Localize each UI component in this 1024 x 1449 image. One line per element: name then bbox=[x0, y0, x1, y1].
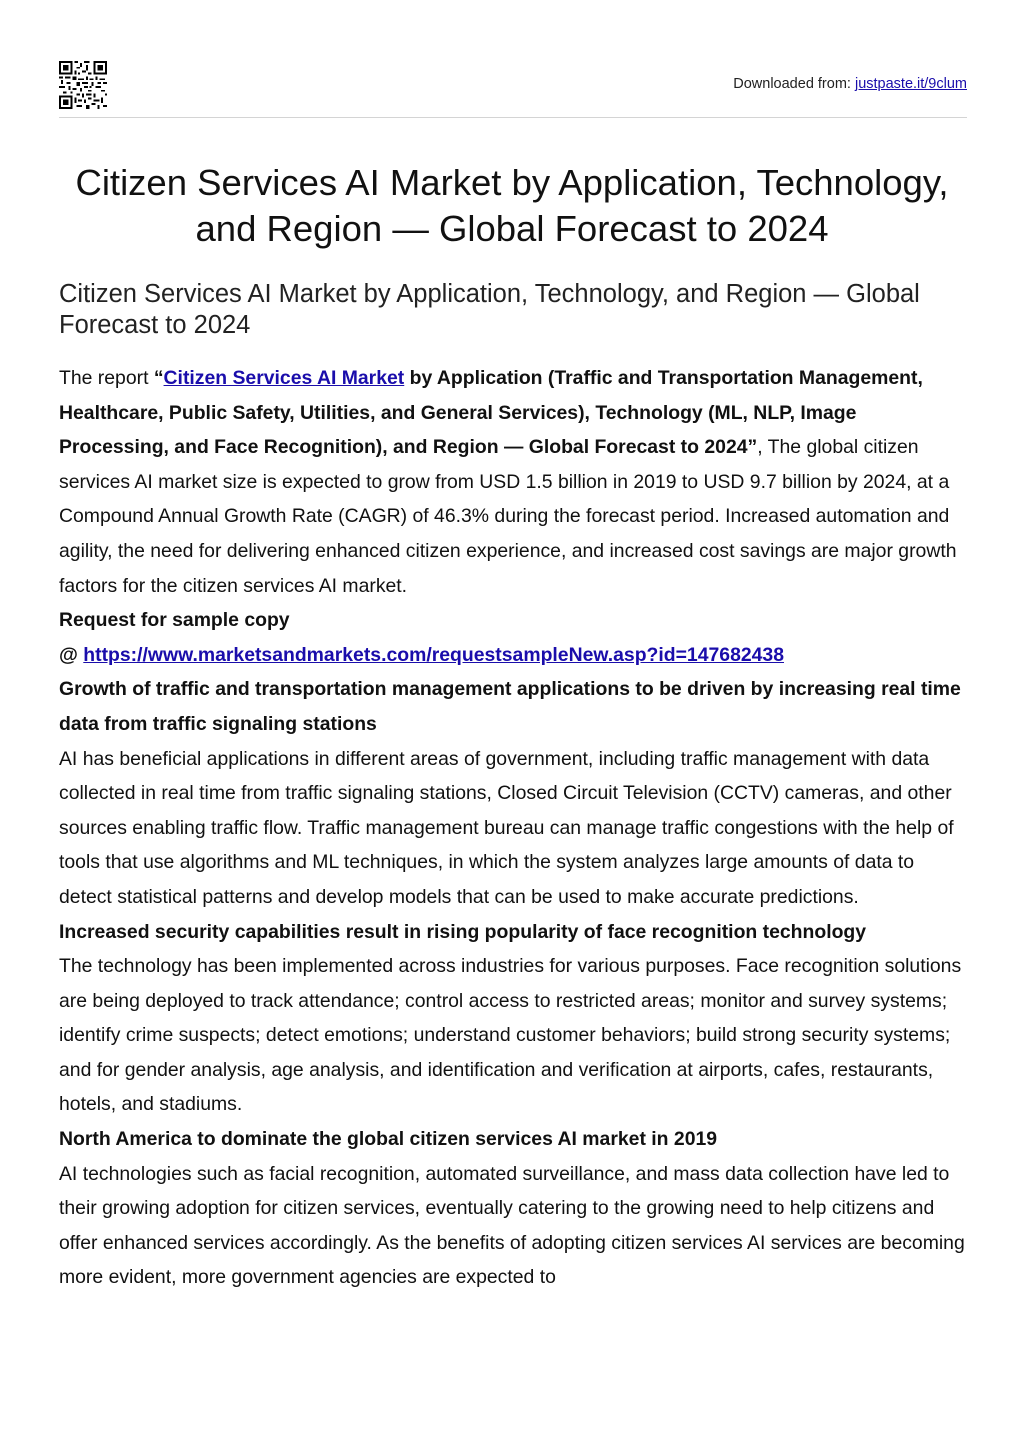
page-subtitle: Citizen Services AI Market by Application, Technology, and Region — Global Forecast to 2024 bbox=[59, 280, 920, 339]
sample-at: @ bbox=[59, 643, 84, 666]
section-paragraph: The technology has been implemented across industries for various purposes. Face recognition solutions are being deployed to track attendance; control access to restricted areas; monitor and survey systems; identify crime suspects; detect emotions; understand customer behaviors; build strong security systems; and for gender analysis, age analysis, and identification and verification at airports, cafes, restaurants, hotels, and stadiums. bbox=[59, 955, 962, 1116]
section-heading bbox=[59, 672, 971, 741]
section-heading bbox=[59, 1122, 971, 1157]
downloaded-from bbox=[733, 76, 967, 92]
section-paragraph: AI has beneficial applications in different areas of government, including traffic management with data collected in real time from traffic signaling stations, Closed Circuit Television (CCTV) cameras, and other sources enabling traffic flow. Traffic management bureau can manage traffic congestions with the help of tools that use algorithms and ML techniques, in which the system analyzes large amounts of data to detect statistical patterns and develop models that can be used to make accurate predictions. bbox=[59, 747, 954, 908]
section-heading-text: Growth of traffic and transportation management applications to be driven by increasing real time data from traffic signaling stations bbox=[59, 678, 961, 735]
article-body bbox=[59, 361, 971, 1295]
source-link[interactable]: justpaste.it/9clum bbox=[854, 76, 967, 92]
intro-paragraph bbox=[59, 361, 971, 603]
sample-label-text: Request for sample copy bbox=[59, 609, 290, 632]
section-heading bbox=[59, 915, 971, 950]
intro-text: , The global citizen services AI market size is expected to grow from USD 1.5 billion in 2019 to USD 9.7 billion by 2024, at a Compound Annual Growth Rate (CAGR) of 46.3% during the forecast period. Increased automation and agility, the need for delivering enhanced citizen experience, and increased cost savings are major growth factors for the citizen services AI market. bbox=[59, 436, 957, 597]
section-paragraph: AI technologies such as facial recognition, automated surveillance, and mass data collection have led to their growing adoption for citizen services, eventually catering to the growing need to help citizens and offer enhanced services accordingly. As the benefits of adopting citizen services AI services are becoming more evident, more government agencies are expected to bbox=[59, 1162, 965, 1289]
intro-report-title: by Application (Traffic and Transportation Management, Healthcare, Public Safety, Utilities, and General Services), Technology (ML, NLP, Image Processing, and Face Recognition), and Region — Global Forecast to 2024” bbox=[59, 367, 923, 459]
downloaded-label: Downloaded from: bbox=[733, 76, 855, 92]
sample-label bbox=[59, 603, 971, 638]
section-heading-text: Increased security capabilities result in rising popularity of face recognition technology bbox=[59, 920, 867, 943]
section-heading-text: North America to dominate the global citizen services AI market in 2019 bbox=[59, 1128, 718, 1151]
page-header bbox=[59, 61, 967, 109]
market-report-link[interactable]: Citizen Services AI Market bbox=[163, 367, 405, 389]
sample-request-link[interactable]: https://www.marketsandmarkets.com/requestsampleNew.asp?id=147682438 bbox=[83, 643, 784, 666]
sample-line bbox=[59, 638, 971, 673]
intro-open-quote: “ bbox=[153, 367, 164, 389]
intro-prefix: The report bbox=[59, 367, 154, 389]
header-divider bbox=[59, 117, 967, 118]
page-title: Citizen Services AI Market by Application, Technology, and Region — Global Forecast to 2024 bbox=[75, 162, 949, 249]
qr-code-icon bbox=[59, 61, 107, 109]
